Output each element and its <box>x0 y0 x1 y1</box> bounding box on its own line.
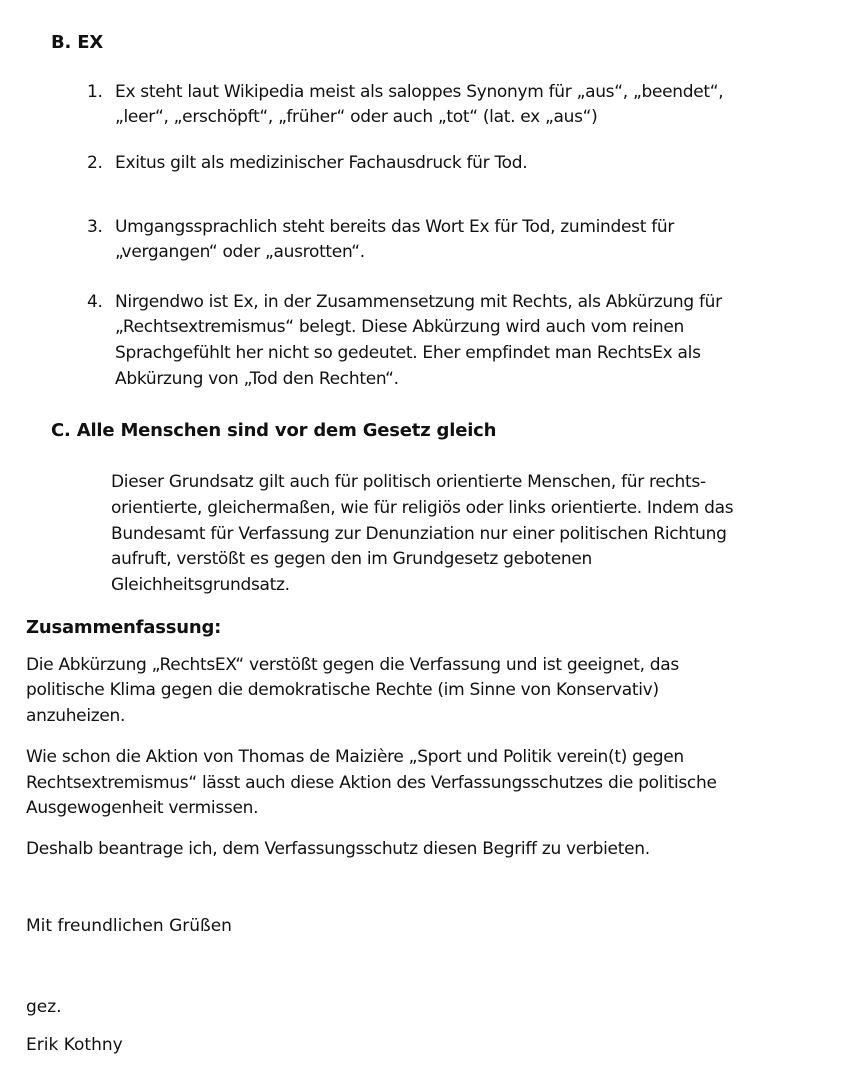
list-item-line: „leer“, „erschöpft“, „früher“ oder auch „tot“ (lat. ex „aus“) <box>115 107 598 127</box>
paragraph-line: anzuheizen. <box>26 706 126 726</box>
paragraph-line: Wie schon die Aktion von Thomas de Maizière „Sport und Politik verein(t) gegen <box>26 747 684 767</box>
list-item-line: Umgangssprachlich steht bereits das Wort Ex für Tod, zumindest für <box>115 217 675 237</box>
paragraph-line: Gleichheitsgrundsatz. <box>111 575 290 595</box>
section-b-heading: B. EX <box>51 32 103 53</box>
list-item-line: Ex steht laut Wikipedia meist als saloppes Synonym für „aus“, „beendet“, <box>115 82 724 102</box>
list-item-line: „vergangen“ oder „ausrotten“. <box>115 242 365 262</box>
paragraph-line: Ausgewogenheit vermissen. <box>26 798 259 818</box>
list-item-line: Sprachgefühlt her nicht so gedeutet. Eher empfindet man RechtsEx als <box>115 343 701 363</box>
list-item-number: 4. <box>87 292 103 312</box>
list-item-number: 1. <box>87 82 103 102</box>
closing-signed: gez. <box>26 997 62 1017</box>
paragraph-line: Dieser Grundsatz gilt auch für politisch orientierte Menschen, für rechts- <box>111 472 706 492</box>
list-item-number: 2. <box>87 153 103 173</box>
paragraph-line: aufruft, verstößt es gegen den im Grundgesetz gebotenen <box>111 549 592 569</box>
paragraph-line: politische Klima gegen die demokratische Rechte (im Sinne von Konservativ) <box>26 680 659 700</box>
signature-name: Erik Kothny <box>26 1035 123 1055</box>
list-item-line: Abkürzung von „Tod den Rechten“. <box>115 369 399 389</box>
paragraph-line: Deshalb beantrage ich, dem Verfassungsschutz diesen Begriff zu verbieten. <box>26 839 650 859</box>
list-item-line: Exitus gilt als medizinischer Fachausdruck für Tod. <box>115 153 528 173</box>
list-item-line: „Rechtsextremismus“ belegt. Diese Abkürzung wird auch vom reinen <box>115 317 684 337</box>
closing-greeting: Mit freundlichen Grüßen <box>26 916 232 936</box>
summary-heading: Zusammenfassung: <box>26 617 222 638</box>
paragraph-line: Die Abkürzung „RechtsEX“ verstößt gegen die Verfassung und ist geeignet, das <box>26 655 679 675</box>
paragraph-line: Rechtsextremismus“ lässt auch diese Aktion des Verfassungsschutzes die politische <box>26 773 717 793</box>
paragraph-line: orientierte, gleichermaßen, wie für religiös oder links orientierte. Indem das <box>111 498 734 518</box>
paragraph-line: Bundesamt für Verfassung zur Denunziation nur einer politischen Richtung <box>111 524 727 544</box>
list-item-line: Nirgendwo ist Ex, in der Zusammensetzung mit Rechts, als Abkürzung für <box>115 292 722 312</box>
section-c-heading: C. Alle Menschen sind vor dem Gesetz gleich <box>51 420 497 441</box>
list-item-number: 3. <box>87 217 103 237</box>
